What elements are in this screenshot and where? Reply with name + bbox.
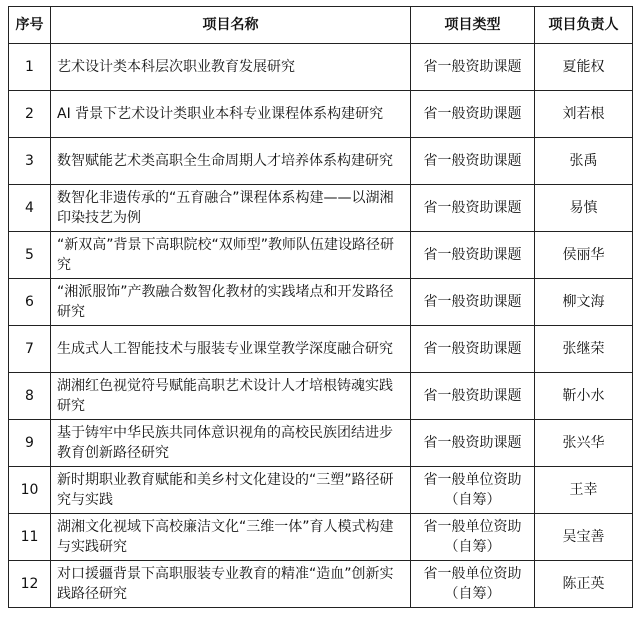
cell-project-type: 省一般单位资助（自筹）: [411, 561, 535, 608]
header-row: [9, 7, 633, 44]
cell-project-type: 省一般资助课题: [411, 138, 535, 185]
cell-project-type: 省一般资助课题: [411, 44, 535, 91]
cell-no: 1: [9, 44, 51, 91]
cell-project-type: 省一般资助课题: [411, 232, 535, 279]
cell-leader: 侯丽华: [535, 232, 633, 279]
table-row: [9, 514, 633, 561]
cell-no: 7: [9, 326, 51, 373]
cell-project-name: 艺术设计类本科层次职业教育发展研究: [51, 44, 411, 91]
cell-project-type: 省一般资助课题: [411, 373, 535, 420]
cell-project-type: 省一般资助课题: [411, 185, 535, 232]
cell-project-name: “新双高”背景下高职院校“双师型”教师队伍建设路径研究: [51, 232, 411, 279]
cell-project-name: 生成式人工智能技术与服装专业课堂教学深度融合研究: [51, 326, 411, 373]
cell-no: 11: [9, 514, 51, 561]
table-row: [9, 279, 633, 326]
table-row: [9, 326, 633, 373]
cell-project-type: 省一般单位资助（自筹）: [411, 467, 535, 514]
table-row: [9, 232, 633, 279]
cell-project-name: 湖湘红色视觉符号赋能高职艺术设计人才培根铸魂实践研究: [51, 373, 411, 420]
cell-leader: 易慎: [535, 185, 633, 232]
cell-no: 2: [9, 91, 51, 138]
cell-no: 9: [9, 420, 51, 467]
cell-leader: 张兴华: [535, 420, 633, 467]
cell-leader: 夏能权: [535, 44, 633, 91]
cell-leader: 吴宝善: [535, 514, 633, 561]
cell-project-name: 数智赋能艺术类高职全生命周期人才培养体系构建研究: [51, 138, 411, 185]
cell-no: 10: [9, 467, 51, 514]
cell-project-name: 新时期职业教育赋能和美乡村文化建设的“三塑”路径研究与实践: [51, 467, 411, 514]
cell-project-name: “湘派服饰”产教融合数智化教材的实践堵点和开发路径研究: [51, 279, 411, 326]
cell-leader: 王幸: [535, 467, 633, 514]
header-name: 项目名称: [51, 7, 411, 44]
header-no: 序号: [9, 7, 51, 44]
table-row: [9, 138, 633, 185]
cell-leader: 张禹: [535, 138, 633, 185]
table-row: [9, 467, 633, 514]
cell-project-name: 基于铸牢中华民族共同体意识视角的高校民族团结进步教育创新路径研究: [51, 420, 411, 467]
cell-no: 8: [9, 373, 51, 420]
header-type: 项目类型: [411, 7, 535, 44]
cell-project-name: 对口援疆背景下高职服装专业教育的精准“造血”创新实践路径研究: [51, 561, 411, 608]
cell-project-type: 省一般资助课题: [411, 326, 535, 373]
cell-no: 5: [9, 232, 51, 279]
cell-leader: 陈正英: [535, 561, 633, 608]
header-leader: 项目负责人: [535, 7, 633, 44]
cell-leader: 柳文海: [535, 279, 633, 326]
table-row: [9, 91, 633, 138]
cell-no: 6: [9, 279, 51, 326]
cell-project-type: 省一般资助课题: [411, 279, 535, 326]
cell-project-type: 省一般资助课题: [411, 91, 535, 138]
cell-project-name: AI 背景下艺术设计类职业本科专业课程体系构建研究: [51, 91, 411, 138]
table-row: [9, 44, 633, 91]
cell-project-type: 省一般资助课题: [411, 420, 535, 467]
cell-project-name: 数智化非遗传承的“五育融合”课程体系构建——以湖湘印染技艺为例: [51, 185, 411, 232]
cell-project-type: 省一般单位资助（自筹）: [411, 514, 535, 561]
cell-no: 12: [9, 561, 51, 608]
cell-no: 4: [9, 185, 51, 232]
cell-project-name: 湖湘文化视域下高校廉洁文化“三维一体”育人模式构建与实践研究: [51, 514, 411, 561]
cell-leader: 张继荣: [535, 326, 633, 373]
cell-no: 3: [9, 138, 51, 185]
cell-leader: 刘若根: [535, 91, 633, 138]
table-row: [9, 373, 633, 420]
table-row: [9, 420, 633, 467]
project-table: [8, 6, 633, 608]
cell-leader: 靳小水: [535, 373, 633, 420]
table-row: [9, 185, 633, 232]
table-row: [9, 561, 633, 608]
